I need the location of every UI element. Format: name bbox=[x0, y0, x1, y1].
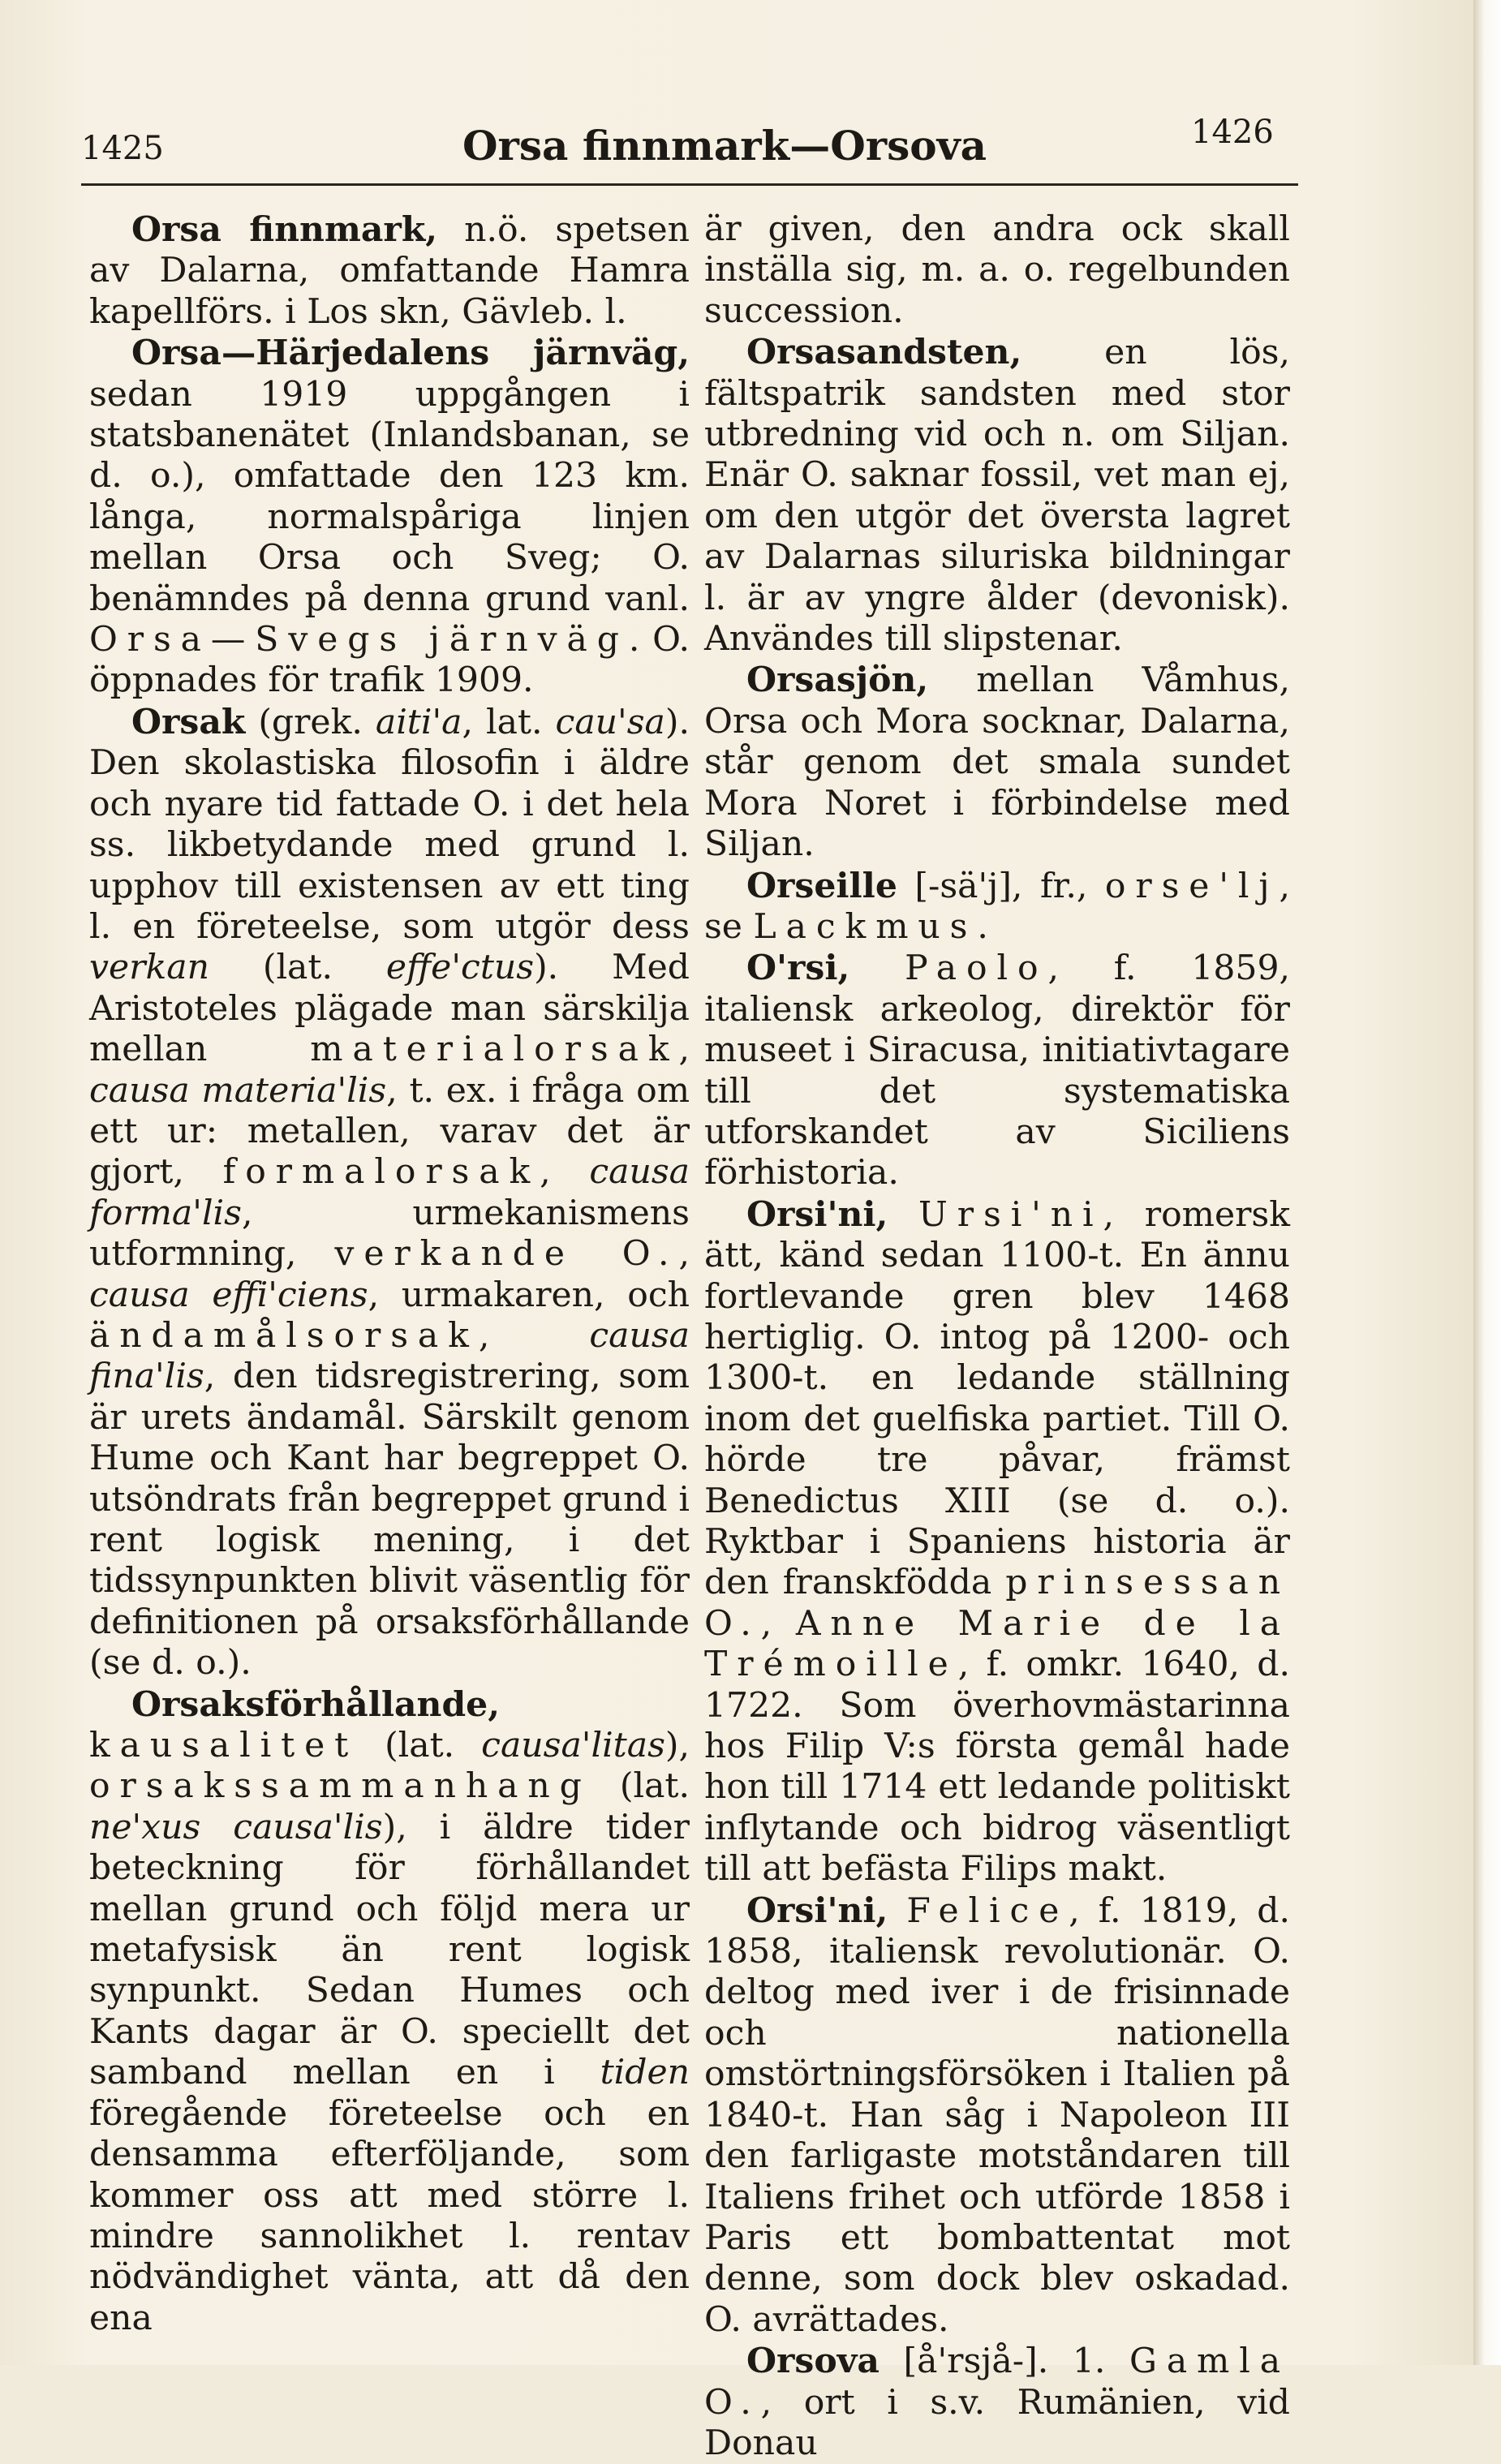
entry-orsini-felice bbox=[704, 1890, 1290, 2341]
entry-text: , urmakaren, och bbox=[368, 1275, 690, 1315]
entry-text: . bbox=[977, 906, 988, 947]
page-edge bbox=[1473, 0, 1501, 2365]
entry-text: föregående företeelse och en densamma efterföljande, som kommer oss att med större l. mindre sannolikhet l. rentav nödvändighet vänta, att då den ena bbox=[89, 2093, 690, 2338]
entry-text: , f. omkr. 1640, d. 1722. Som överhovmästarinna hos Filip V:s första gemål hade hon till 1714 ett ledande politiskt inflytande och bidrog väsentligt till att befästa Filips makt. bbox=[704, 1645, 1290, 1890]
entry-continuation: är given, den andra ock skall inställa sig, m. a. o. regelbunden succession. bbox=[704, 209, 1290, 331]
entry-text: ), bbox=[664, 1726, 690, 1766]
entry-text: ). Med Aristoteles plägade man särskilja mellan bbox=[89, 948, 690, 1070]
entry-text: n.ö. spetsen av Dalarna, omfattande Hamra kapellförs. i Los skn, Gävleb. l. bbox=[89, 210, 690, 332]
entry-orsak bbox=[89, 702, 690, 1684]
entry-text: , urmekanismens utformning, bbox=[89, 1193, 690, 1275]
headword: Orsi'ni, bbox=[746, 1193, 888, 1235]
entry-text: , bbox=[478, 1315, 590, 1356]
entry-text: , bbox=[678, 1030, 690, 1070]
entry-orsa-finnmark bbox=[89, 209, 690, 333]
spaced-term: materialorsak bbox=[310, 1030, 679, 1070]
entry-text: , se bbox=[704, 866, 1290, 947]
page-number-right: 1426 bbox=[1191, 114, 1274, 151]
entry-orsini bbox=[704, 1194, 1290, 1890]
headword: Orsak bbox=[131, 701, 246, 742]
entry-text bbox=[888, 1195, 918, 1235]
header-rule bbox=[81, 183, 1298, 186]
headword: Orseille bbox=[746, 865, 897, 906]
page-number-left: 1425 bbox=[81, 130, 164, 167]
spaced-term: ändamålsorsak bbox=[89, 1315, 479, 1356]
italic-term: causa fina'lis bbox=[89, 1315, 690, 1397]
entry-text: , romersk ätt, känd sedan 1100-t. En ännu fortlevande gren blev 1468 hertiglig. O. intog på 1200- och 1300-t. en ledande ställning inom det guelfiska partiet. Till O. hörde tre påvar, främst Benedictus XIII (se d. o.). Ryktbar i Spaniens historia är den franskfödda bbox=[704, 1194, 1290, 1603]
italic-term: ne'xus causa'lis bbox=[89, 1807, 383, 1847]
italic-term: causa materia'lis bbox=[89, 1070, 387, 1111]
entry-text: , f. 1859, italiensk arkeolog, direktör för museet i Siracusa, initiativtagare till det systematiska utforskandet av Siciliens förhistoria. bbox=[704, 948, 1291, 1193]
entry-text bbox=[888, 1891, 906, 1931]
entry-text: , f. 1819, d. 1858, italiensk revolutionär. O. deltog med iver i de frisinnade och nationella omstörtningsförsöken i Italien på 1840-t. Han såg i Napoleon III den farligaste motståndaren till Italiens frihet och utförde 1858 i Paris ett bombattentat mot denne, som dock blev oskadad. O. avrättades. bbox=[704, 1890, 1290, 2340]
spaced-term: orsakssammanhang bbox=[89, 1766, 591, 1807]
headword: Orsova bbox=[746, 2341, 880, 2382]
italic-term: effe'ctus bbox=[385, 948, 535, 988]
entry-orseille bbox=[704, 866, 1290, 948]
headword: Orsasandsten, bbox=[746, 332, 1022, 373]
entry-text bbox=[849, 948, 905, 988]
entry-text: ), i äldre tider beteckning för förhållandet mellan grund och följd mera ur metafysisk än rent logisk synpunkt. Sedan Humes och Kants dagar är O. speciellt det samband mellan en i bbox=[89, 1807, 690, 2093]
italic-term: tiden bbox=[600, 2053, 690, 2093]
spaced-term: kausalitet bbox=[89, 1726, 359, 1766]
entry-text: , bbox=[540, 1152, 590, 1193]
entry-text: , bbox=[760, 1603, 796, 1644]
entry-text: (grek. bbox=[245, 702, 376, 742]
headword: Orsasjön, bbox=[746, 660, 929, 701]
spaced-term: Gamla O. bbox=[704, 2341, 1290, 2423]
spaced-term: formalorsak bbox=[222, 1152, 540, 1193]
entry-text: ). Den skolastiska filosofin i äldre och nyare tid fattade O. i det hela ss. likbetydande med grund l. upphov till existensen av ett ting l. en företeelse, som utgör dess bbox=[89, 702, 690, 947]
entry-text: (lat. bbox=[358, 1726, 482, 1766]
italic-term: causa effi'ciens bbox=[89, 1275, 368, 1315]
entry-text: mellan Våmhus, Orsa och Mora socknar, Dalarna, står genom det smala sundet Mora Noret i förbindelse med Siljan. bbox=[704, 660, 1290, 865]
spaced-term: Paolo bbox=[905, 948, 1048, 989]
headword: Orsa—Härjedalens järnväg, bbox=[131, 333, 690, 374]
entry-text: , ort i s.v. Rumänien, vid Donau bbox=[704, 2382, 1290, 2463]
entry-text: , t. ex. i fråga om ett ur: metallen, varav det är gjort, bbox=[89, 1070, 690, 1193]
spaced-term: Anne Marie de la Trémoille bbox=[704, 1603, 1290, 1685]
headword: Orsa finnmark, bbox=[131, 209, 438, 250]
entry-text: , den tidsregistrering, som är urets ändamål. Särskilt genom Hume och Kant har begreppet O. utsöndrats från begreppet grund i rent logisk mening, i det tidssynpunkten blivit väsentlig för definitionen på orsaksförhållande (se d. o.). bbox=[89, 1357, 690, 1684]
spaced-term: Ursi'ni bbox=[918, 1194, 1103, 1235]
entry-orsova bbox=[704, 2341, 1290, 2464]
entry-text: en lös, fältspatrik sandsten med stor utbredning vid och n. om Siljan. Enär O. saknar fossil, vet man ej, om den utgör det översta lagret av Dalarnas siluriska bildningar l. är av yngre ålder (devonisk). Användes till slipstenar. bbox=[704, 333, 1290, 660]
headword: Orsaksförhållande, bbox=[131, 1684, 500, 1725]
italic-term: verkan bbox=[89, 948, 209, 988]
entry-orsi-paolo bbox=[704, 948, 1290, 1193]
entry-orsasjon bbox=[704, 660, 1290, 865]
entry-text: . O. öppnades för trafik 1909. bbox=[89, 620, 690, 701]
entry-text: , lat. bbox=[462, 702, 556, 742]
spaced-term: Lackmus bbox=[753, 906, 978, 947]
spaced-term: verkande O. bbox=[334, 1234, 679, 1275]
entry-orsaksforhallande bbox=[89, 1684, 690, 2340]
spaced-term: prinsessan O. bbox=[704, 1563, 1290, 1644]
entry-text: , bbox=[678, 1234, 690, 1275]
entry-text: (lat. bbox=[591, 1766, 690, 1807]
running-title: Orsa finnmark—Orsova bbox=[462, 122, 987, 170]
entry-orsa-harjedalens-jarnvag bbox=[89, 333, 690, 702]
italic-term: aiti'a bbox=[375, 702, 462, 742]
italic-term: cau'sa bbox=[555, 702, 665, 742]
italic-term: causa forma'lis bbox=[89, 1152, 690, 1233]
entry-text: (lat. bbox=[209, 948, 386, 988]
entry-text: [-sä'j], fr., bbox=[897, 866, 1105, 906]
right-column bbox=[704, 209, 1290, 2464]
headword: Orsi'ni, bbox=[746, 1890, 888, 1931]
entry-orsasandsten bbox=[704, 332, 1290, 660]
left-column bbox=[89, 209, 690, 2339]
spaced-term: Orsa—Svegs järnväg bbox=[89, 620, 629, 660]
italic-term: causa'litas bbox=[481, 1726, 665, 1766]
entry-text: sedan 1919 uppgången i statsbanenätet (Inlandsbanan, se d. o.), omfattade den 123 km. långa, normalspåriga linjen mellan Orsa och Sveg; O. benämndes på denna grund vanl. bbox=[89, 374, 690, 619]
spaced-term: orse'lj bbox=[1104, 866, 1280, 906]
headword: O'rsi, bbox=[746, 948, 850, 989]
spaced-term: Felice bbox=[906, 1890, 1069, 1931]
entry-text: [å'rsjå-]. 1. bbox=[879, 2341, 1129, 2382]
